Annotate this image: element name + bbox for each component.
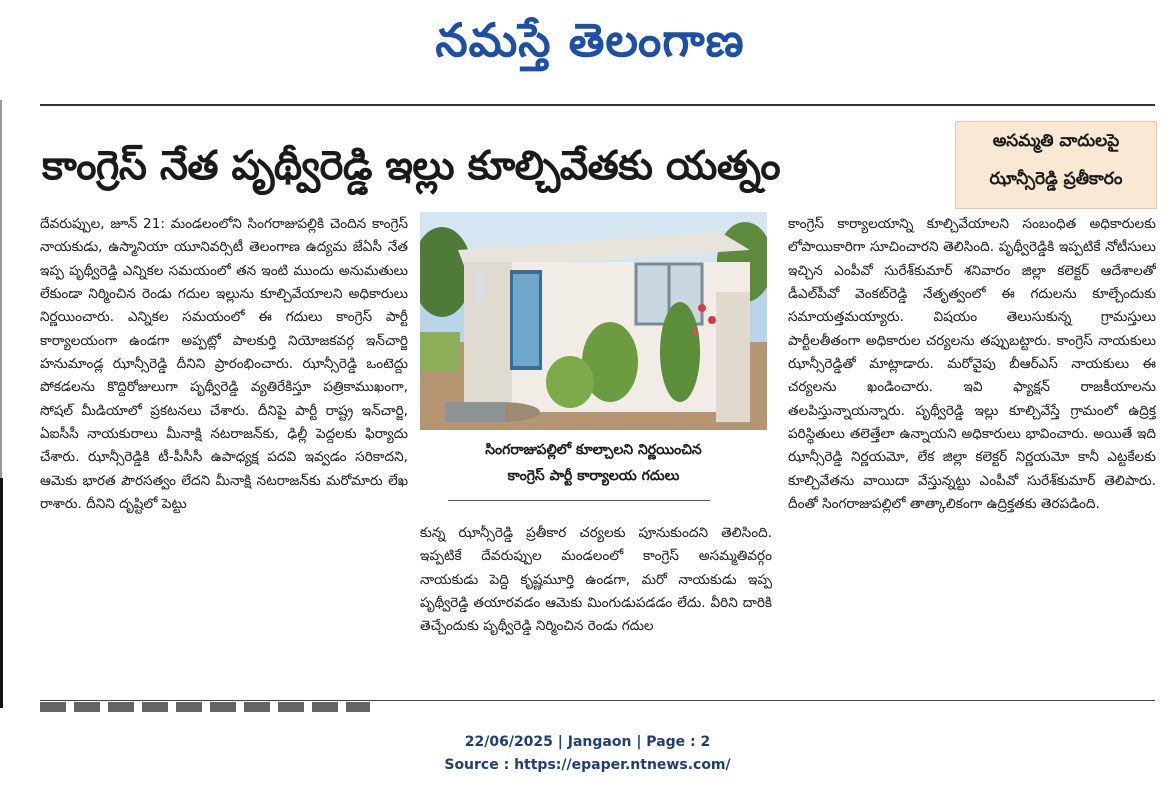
photo-caption xyxy=(420,437,767,493)
page-edge-divider xyxy=(0,100,12,520)
subheadline-line-1: అసమ్మతి వాదులపై xyxy=(992,131,1120,151)
top-rule xyxy=(40,104,1155,106)
page-edge-marker xyxy=(0,478,3,708)
article-photo xyxy=(420,212,767,430)
article-column-3: కాంగ్రెస్ కార్యాలయాన్ని కూల్చివేయాలని సంబంధిత అధికారులకు లోపాయికారిగా సూచించారని తెలిసింది. పృథ్వీరెడ్డికి ఇప్పటికే నోటీసులు ఇచ్చిన ఎంపీవో సురేశ్‌కుమార్ శనివారం జిల్లా కలెక్టర్ ఆదేశాలతో డీఎల్‌పీవో వెంకట్‌రెడ్డి నేతృత్వంలో ఈ గదులను కూల్చేందుకు సమాయత్తమయ్యారు. విషయం తెలుసుకున్న గ్రామస్తులు పార్టీలతీతంగా అధికారుల చర్యలను తప్పుబట్టారు. కాంగ్రెస్ నాయకులు ఝాన్సీరెడ్డితో మాట్లాడారు. మరోవైపు బీఆర్‌ఎస్ నాయకులు ఈ చర్యలను ఖండించారు. ఇవి ఫ్యాక్షన్ రాజకీయాలను తలపిస్తున్నాయన్నారు. పృథ్వీరెడ్డి ఇల్లు కూల్చివేస్తే గ్రామంలో ఉద్రిక్త పరిస్థితులు తలెత్తేలా ఉన్నాయని అధికారులు భావించారు. అయితే ఇది ఝాన్సీరెడ్డి నిర్ణయమో, లేక జిల్లా కలెక్టర్ నిర్ణయమో కానీ ఎట్టకేలకు కూల్చివేతను వాయిదా వేస్తున్నట్టు ఎంపీవో సురేశ్‌కుమార్ తెలిపారు. దీంతో సింగరాజుపల్లిలో తాత్కాలికంగా ఉద్రిక్తతకు తెరపడింది. xyxy=(788,216,1156,513)
footer-date-edition: 22/06/2025 | Jangaon | Page : 2 xyxy=(464,734,711,750)
article-column-1: దేవరుప్పుల, జూన్ 21: మండలంలోని సింగరాజుపల్లికి చెందిన కాంగ్రెస్ నాయకుడు, ఉస్మానియా యూనివర్సిటీ తెలంగాణ ఉద్యమ జేఏసీ నేత ఇప్ప పృథ్వీరెడ్డి ఎన్నికల సమయంలో తన ఇంటి ముందు అనుమతులు లేకుండా నిర్మించిన రెండు గదుల ఇల్లును కూల్చివేయాలని అధికారులు నిర్ణయించారు. ఎన్నికల సమయంలో ఈ గదులు కాంగ్రెస్ పార్టీ కార్యాలయంగా ఉండగా అప్పట్లో పాలకుర్తి నియోజకవర్గ ఇన్‌చార్జి హనుమాండ్ల ఝాన్సీరెడ్డి దీనిని ప్రారంభించారు. ఝాన్సీరెడ్డి ఒంటెద్దు పోకడలను కొద్దిరోజులుగా పృథ్వీరెడ్డి వ్యతిరేకిస్తూ పత్రికాముఖంగా, సోషల్ మీడియాలో ప్రకటనలు చేశారు. దీనిపై పార్టీ రాష్ట్ర ఇన్‌చార్జి, ఏఐసీసీ నాయకురాలు మీనాక్షి నటరాజన్‌కు, ఢిల్లీ పెద్దలకు ఫిర్యాదు చేశారు. ఝాన్సీరెడ్డికి టీ-పీసీసీ ఉపాధ్యక్ష పదవి ఇవ్వడం సరికాదని, ఆమెకు భారత పౌరసత్వం లేదని మీనాక్షి నటరాజన్‌కు మరోమారు లేఖ రాశారు. దీనిని దృష్టిలో పెట్టు xyxy=(40,216,408,513)
next-article-cutoff xyxy=(40,702,370,712)
article-headline: కాంగ్రెస్ నేత పృథ్వీరెడ్డి ఇల్లు కూల్చివేతకు యత్నం xyxy=(42,143,781,189)
subheadline-box xyxy=(955,121,1157,209)
footer-source: Source : https://epaper.ntnews.com/ xyxy=(444,757,731,773)
article-column-2: కున్న ఝాన్సీరెడ్డి ప్రతీకార చర్యలకు పూనుకుందని తెలిసింది. ఇప్పటికే దేవరుప్పుల మండలంలో కాంగ్రెస్ అసమ్మతివర్గం నాయకుడు పెద్ది కృష్ణమూర్తి ఉండగా, మరో నాయకుడు ఇప్ప పృథ్వీరెడ్డి తయారవడం ఆమెకు మింగుడుపడడం లేదు. వీరిని దారికి తెచ్చేందుకు పృథ్వీరెడ్డి నిర్మించిన రెండు గదుల xyxy=(420,525,772,635)
bottom-rule xyxy=(40,700,1155,701)
photo-caption-line-1: సింగరాజుపల్లిలో కూల్చాలని నిర్ణయించిన xyxy=(485,442,702,458)
building-photo-image xyxy=(420,212,767,430)
caption-divider xyxy=(448,500,710,501)
masthead-logo: నమస్తే తెలంగాణ xyxy=(435,13,745,67)
photo-caption-line-2: కాంగ్రెస్ పార్టీ కార్యాలయ గదులు xyxy=(507,468,680,484)
subheadline-line-2: ఝాన్సీరెడ్డి ప్రతీకారం xyxy=(989,169,1123,189)
